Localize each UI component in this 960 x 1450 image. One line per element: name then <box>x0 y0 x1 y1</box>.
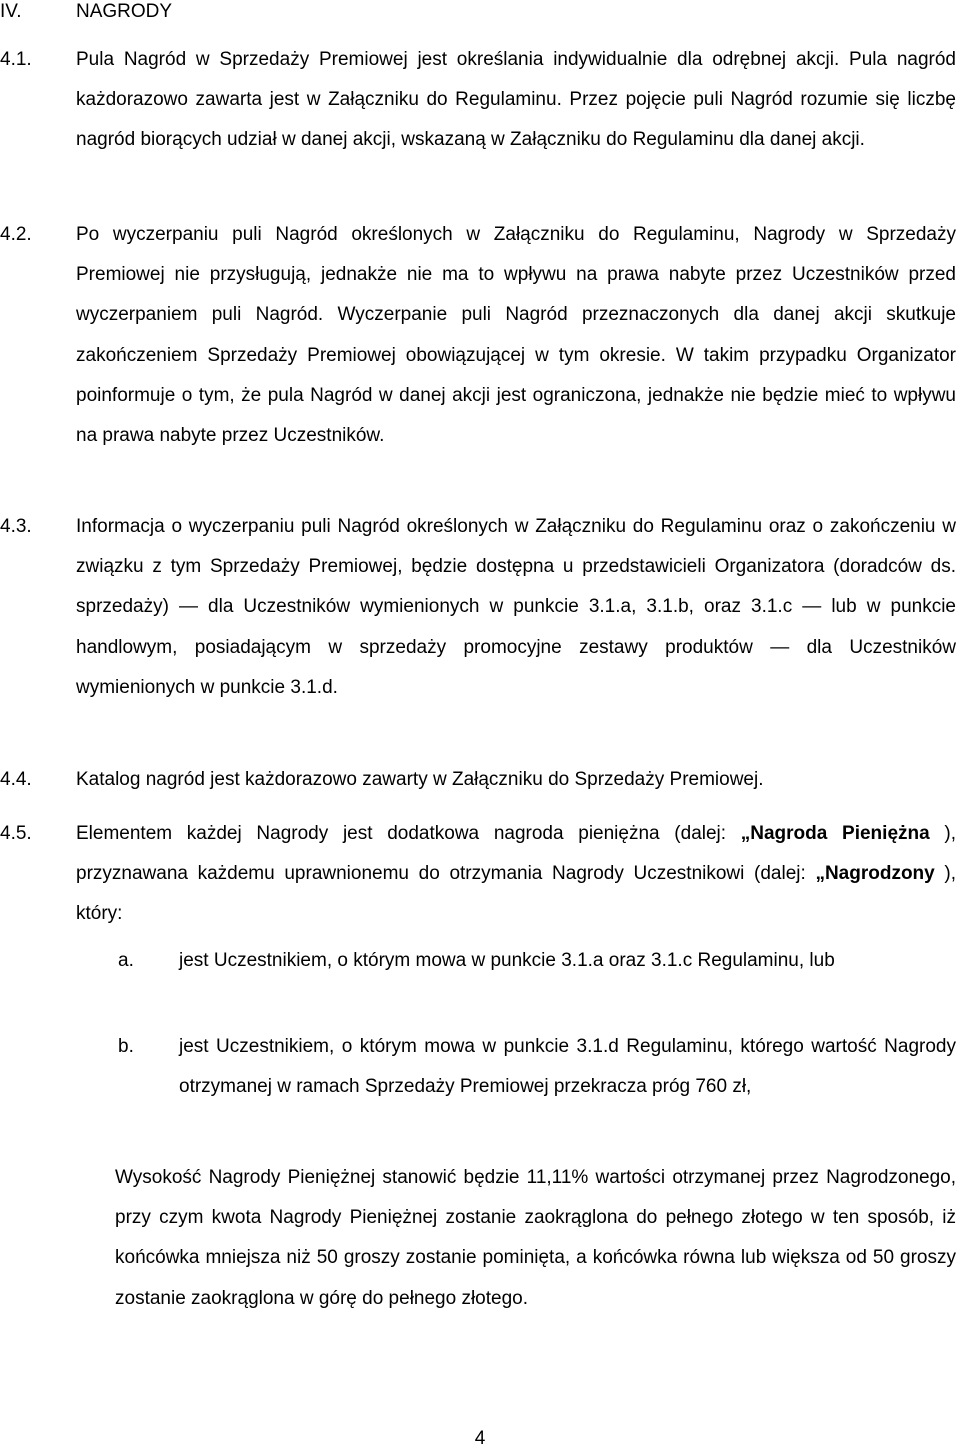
subitem-a <box>0 941 960 981</box>
page-number: 4 <box>474 1428 486 1449</box>
defined-term-nagroda-pieniezna: „Nagroda Pieniężna <box>740 823 930 844</box>
subitem-text: jest Uczestnikiem, o którym mowa w punkcie 3.1.a oraz 3.1.c Regulaminu, lub <box>179 950 835 971</box>
section-number: 4.5. <box>0 823 32 844</box>
subitem-letter: a. <box>118 950 134 971</box>
section-number: 4.4. <box>0 769 32 790</box>
chapter-title: NAGRODY <box>76 1 173 22</box>
section-text <box>76 814 956 935</box>
chapter-number: IV. <box>0 1 22 22</box>
subitem-letter: b. <box>118 1036 134 1057</box>
section-4-5 <box>0 814 960 935</box>
section-text: Po wyczerpaniu puli Nagród określonych w Załączniku do Regulaminu, Nagrody w Sprzedaży Premiowej nie przysługują, jednakże nie ma to wpływu na prawa nabyte przez Uczestników przed wyczerpaniem puli Nagród. Wyczerpanie puli Nagród przeznaczonych dla danej akcji skutkuje zakończeniem Sprzedaży Premiowej obowiązującej w tym okresie. W takim przypadku Organizator poinformuje o tym, że pula Nagród w danej akcji jest ograniczona, jednakże nie będzie mieć to wpływu na prawa nabyte przez Uczestników. <box>76 224 956 447</box>
section-text: Pula Nagród w Sprzedaży Premiowej jest określania indywidualnie dla odrębnej akcji. Pula nagród każdorazowo zawarta jest w Załączniku do Regulaminu. Przez pojęcie puli Nagród rozumie się liczbę nagród biorących udział w danej akcji, wskazaną w Załączniku do Regulaminu dla danej akcji. <box>76 49 956 151</box>
subitem-b <box>0 1027 960 1107</box>
section-number: 4.2. <box>0 224 32 245</box>
section-text-part: ), przyznawana każdemu uprawnionemu do otrzymania Nagrody Uczestnikowi (dalej: <box>76 823 956 885</box>
section-number: 4.3. <box>0 516 32 537</box>
section-number: 4.1. <box>0 49 32 70</box>
section-4-2 <box>0 215 960 456</box>
section-4-1 <box>0 40 960 161</box>
section-text-part: ), który: <box>76 863 956 925</box>
closing-paragraph: Wysokość Nagrody Pieniężnej stanowić będzie 11,11% wartości otrzymanej przez Nagrodzonego, przy czym kwota Nagrody Pieniężnej zostanie zaokrąglona do pełnego złotego w ten sposób, iż końcówka mniejsza niż 50 groszy zostanie pominięta, a końcówka równa lub większa od 50 groszy zostanie zaokrąglona w górę do pełnego złotego. <box>115 1167 956 1309</box>
section-4-3 <box>0 507 960 708</box>
section-text: Informacja o wyczerpaniu puli Nagród określonych w Załączniku do Regulaminu oraz o zakończeniu w związku z tym Sprzedaży Premiowej, będzie dostępna u przedstawicieli Organizatora (doradców ds. sprzedaży) — dla Uczestników wymienionych w punkcie 3.1.a, 3.1.b, oraz 3.1.c — lub w punkcie handlowym, posiadającym w sprzedaży promocyjne zestawy produktów — dla Uczestników wymienionych w punkcie 3.1.d. <box>76 516 956 698</box>
defined-term-nagrodzony: „Nagrodzony <box>815 863 935 885</box>
section-4-4 <box>0 760 960 800</box>
section-text: Katalog nagród jest każdorazowo zawarty w Załączniku do Sprzedaży Premiowej. <box>76 769 764 790</box>
subitem-text: jest Uczestnikiem, o którym mowa w punkcie 3.1.d Regulaminu, którego wartość Nagrody otrzymanej w ramach Sprzedaży Premiowej przekracza próg 760 zł, <box>179 1036 956 1098</box>
section-text-part: Elementem każdej Nagrody jest dodatkowa nagroda pieniężna (dalej: <box>76 823 741 844</box>
